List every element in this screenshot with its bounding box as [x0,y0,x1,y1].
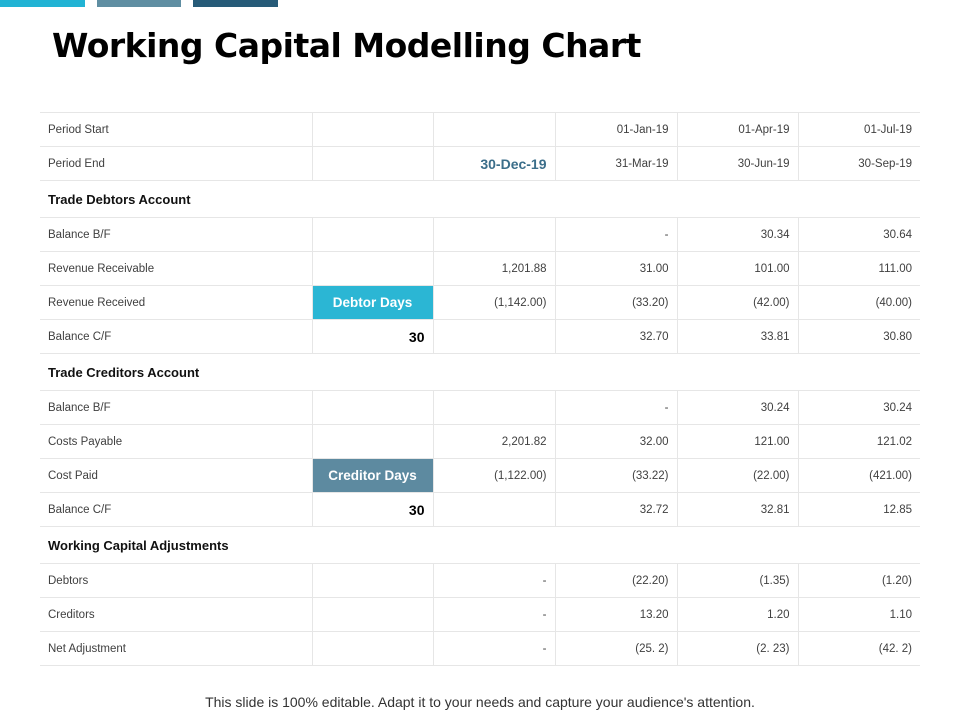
table-cell: 111.00 [798,252,920,286]
section-header-row [40,181,920,218]
table-cell [312,632,433,666]
table-cell: 01-Apr-19 [677,113,798,147]
table-cell: - [433,564,555,598]
accent-bar-2 [97,0,181,7]
row-label: Net Adjustment [40,632,312,666]
row-label: Revenue Receivable [40,252,312,286]
footer-note: This slide is 100% editable. Adapt it to your needs and capture your audience's attention. [205,694,755,710]
table-cell: 1,201.88 [433,252,555,286]
row-label: Debtors [40,564,312,598]
row-label: Period Start [40,113,312,147]
table-cell: 33.81 [677,320,798,354]
table-cell: (40.00) [798,286,920,320]
table-cell: 30.34 [677,218,798,252]
table-cell: (22.20) [555,564,677,598]
period-start-row [40,113,920,147]
table-cell: (25. 2) [555,632,677,666]
row-label: Period End [40,147,312,181]
table-cell: 32.72 [555,493,677,527]
row-label: Balance C/F [40,320,312,354]
table-cell: (1.20) [798,564,920,598]
table-row [40,391,920,425]
table-row [40,564,920,598]
accent-bar-1 [0,0,85,7]
table-cell: - [433,598,555,632]
table-cell: 31-Mar-19 [555,147,677,181]
row-label: Revenue Received [40,286,312,320]
table-cell: 30.80 [798,320,920,354]
table-cell: 1.20 [677,598,798,632]
table-row [40,425,920,459]
table-cell [312,147,433,181]
table-cell [312,425,433,459]
table-cell: (1,122.00) [433,459,555,493]
table-cell: 12.85 [798,493,920,527]
debtor-days-tag: Debtor Days [312,286,433,320]
period-end-row [40,147,920,181]
section-title-adjustments: Working Capital Adjustments [40,527,920,564]
section-header-row [40,527,920,564]
table-cell [312,564,433,598]
table-row [40,632,920,666]
table-cell: 30-Sep-19 [798,147,920,181]
table-cell: 1.10 [798,598,920,632]
table-cell: (2. 23) [677,632,798,666]
table-cell: - [555,218,677,252]
table-cell: 01-Jan-19 [555,113,677,147]
table-cell: (33.22) [555,459,677,493]
row-label: Balance B/F [40,218,312,252]
table-cell [312,218,433,252]
table-cell: (1,142.00) [433,286,555,320]
table-cell: 2,201.82 [433,425,555,459]
row-label: Creditors [40,598,312,632]
debtor-days-value: 30 [312,320,433,354]
section-title-debtors: Trade Debtors Account [40,181,920,218]
table-cell: - [433,632,555,666]
table-cell [312,391,433,425]
table-cell [433,320,555,354]
table-cell: 32.81 [677,493,798,527]
accent-bar-3 [193,0,278,7]
creditor-days-value: 30 [312,493,433,527]
table-row [40,320,920,354]
table-cell: (22.00) [677,459,798,493]
table-cell: (1.35) [677,564,798,598]
section-title-creditors: Trade Creditors Account [40,354,920,391]
row-label: Balance C/F [40,493,312,527]
table-row [40,286,920,320]
section-header-row [40,354,920,391]
table-cell [312,252,433,286]
table-cell: 32.00 [555,425,677,459]
table-cell: 30.24 [798,391,920,425]
table-cell: - [555,391,677,425]
table-cell: 30.24 [677,391,798,425]
table-row [40,598,920,632]
table-cell [312,598,433,632]
table-cell: 121.00 [677,425,798,459]
table-cell: 32.70 [555,320,677,354]
table-cell: 30-Jun-19 [677,147,798,181]
highlighted-period-end-date: 30-Dec-19 [433,147,555,181]
row-label: Balance B/F [40,391,312,425]
table-cell: 13.20 [555,598,677,632]
table-cell: (42.00) [677,286,798,320]
page-title: Working Capital Modelling Chart [52,26,641,65]
table-cell: 30.64 [798,218,920,252]
table-cell [433,391,555,425]
table-cell [433,493,555,527]
table-cell [312,113,433,147]
table-row [40,252,920,286]
table-cell [433,113,555,147]
table-row [40,459,920,493]
table-cell: 101.00 [677,252,798,286]
table-cell: 01-Jul-19 [798,113,920,147]
table-cell: (42. 2) [798,632,920,666]
working-capital-table [40,112,920,666]
row-label: Cost Paid [40,459,312,493]
table-cell: 121.02 [798,425,920,459]
table-cell [433,218,555,252]
table-cell: 31.00 [555,252,677,286]
row-label: Costs Payable [40,425,312,459]
creditor-days-tag: Creditor Days [312,459,433,493]
table-cell: (421.00) [798,459,920,493]
table-row [40,218,920,252]
table-cell: (33.20) [555,286,677,320]
table-row [40,493,920,527]
